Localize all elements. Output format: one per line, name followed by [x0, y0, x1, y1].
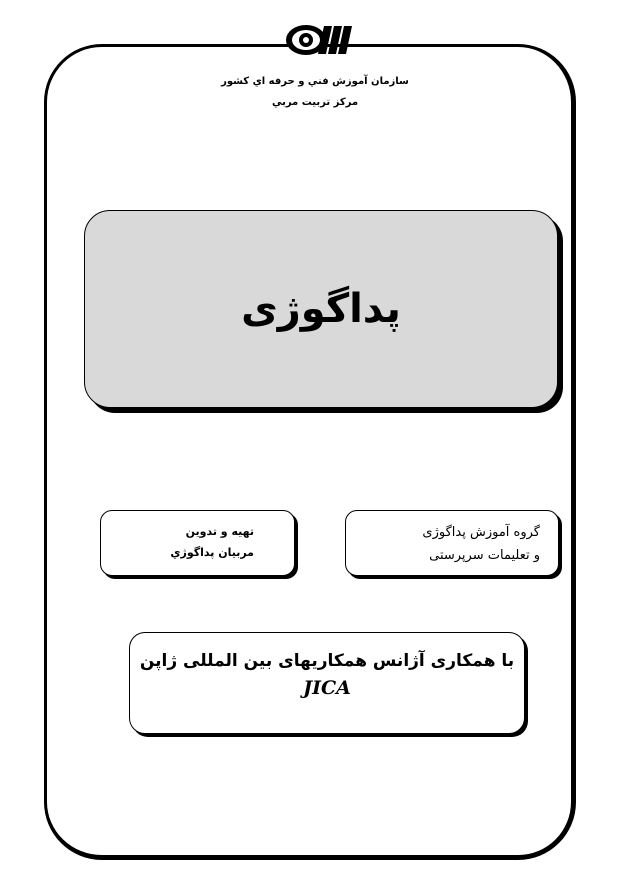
- group-box: [345, 510, 559, 576]
- cooperation-text: با همکاری آژانس همکاریهای بین المللی ژاپن: [139, 651, 515, 671]
- document-title: پداگوژی: [241, 286, 401, 332]
- author-label: تهيه و تدوين: [185, 525, 254, 538]
- cooperation-box: [129, 632, 525, 734]
- organization-name: سازمان آموزش فني و حرفه اي كشور: [221, 76, 409, 87]
- jica-label: JICA: [303, 677, 351, 699]
- group-line2: و تعلیمات سرپرستی: [429, 548, 540, 563]
- page-frame: [44, 44, 576, 860]
- author-box: [100, 510, 295, 576]
- title-box: [84, 210, 558, 408]
- institution-logo: [284, 20, 356, 60]
- center-name: مركز تربيت مربي: [271, 97, 359, 108]
- author-name: مربيان پداگوژي: [170, 546, 254, 559]
- group-line1: گروه آموزش پداگوژی: [422, 525, 540, 540]
